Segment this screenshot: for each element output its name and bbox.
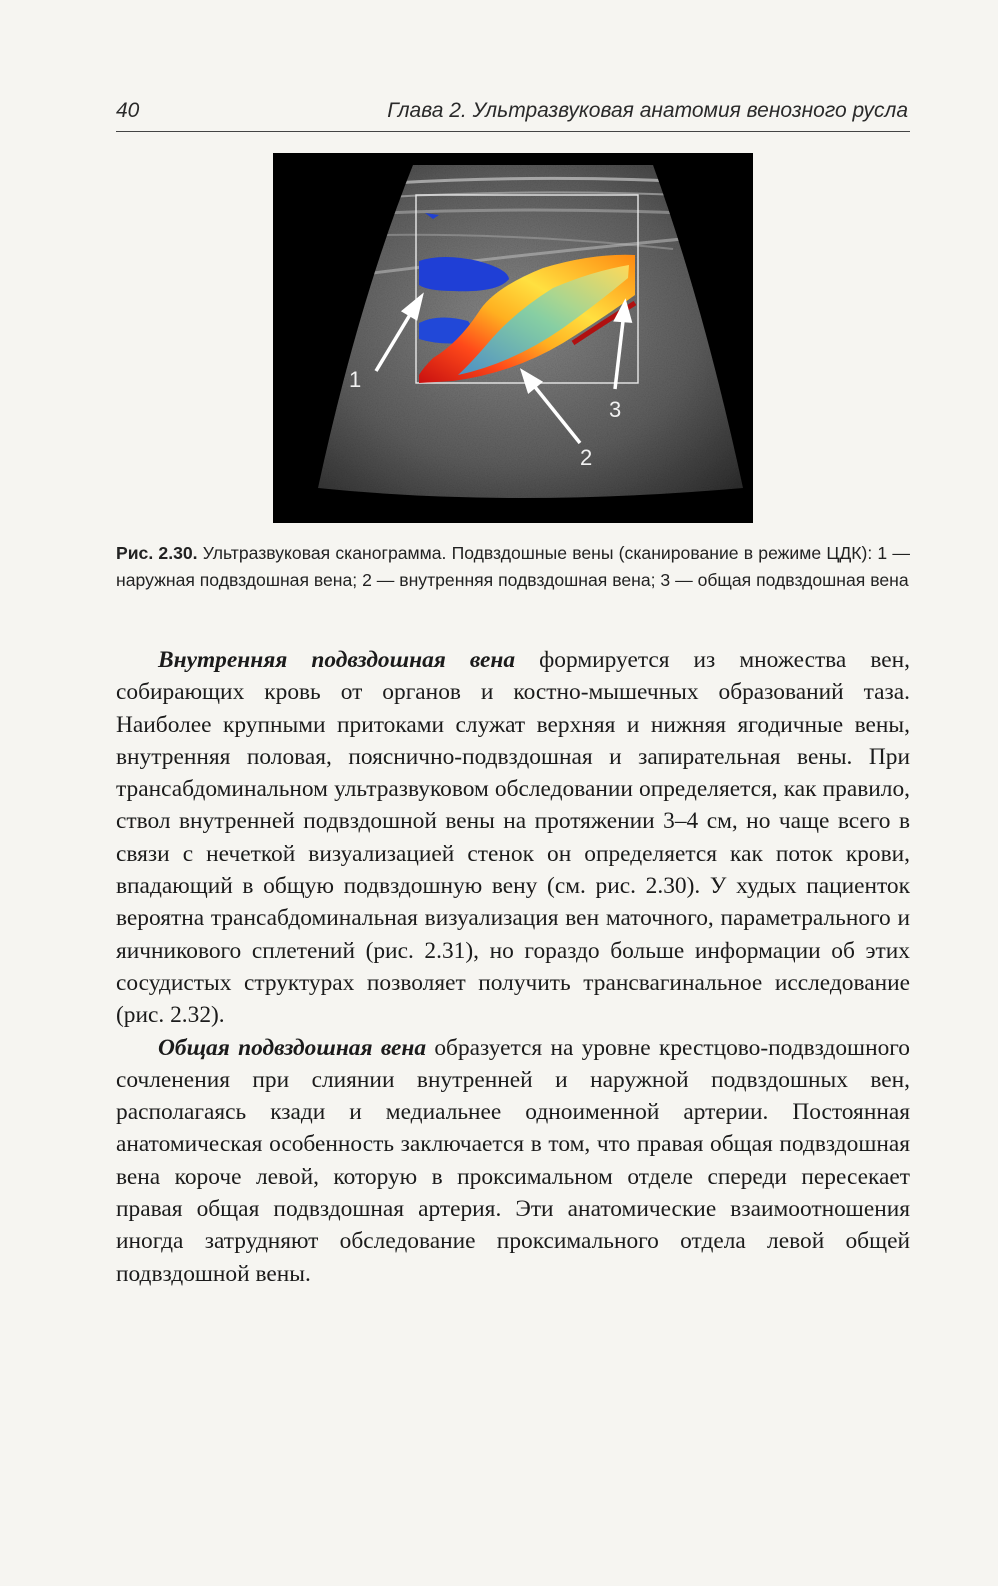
paragraph-term: Внутренняя подвздошная вена bbox=[158, 647, 516, 673]
paragraph-text: формируется из множества вен, собирающих кровь от органов и костно-мышечных образований таза. Наиболее крупными притоками служат верхняя и нижняя ягодичные вены, внутренняя половая, пояснично-подвздошная и запирательная вены. При трансабдоминальном ультразвуковом обследовании определяется, как правило, ствол внутренней подвздошной вены на протяжении 3–4 см, но чаще всего в связи с нечеткой визуализацией стенок он определяется как поток крови, впадающий в общую подвздошную вену (см. рис. 2.30). У худых пациенток вероятна трансабдоминальная визуализация вен маточного, параметрального и яичникового сплетений (рис. 2.31), но гораздо больше информации об этих сосудистых структурах позволяет получить трансвагинальное исследование (рис. 2.32). bbox=[116, 647, 910, 1029]
ultrasound-image bbox=[273, 153, 753, 523]
figure-caption bbox=[116, 540, 910, 594]
figure-label-1: 1 bbox=[349, 367, 362, 392]
body-text bbox=[116, 644, 910, 1290]
paragraph bbox=[116, 644, 910, 1032]
running-title: Глава 2. Ультразвуковая анатомия венозного русла bbox=[387, 99, 908, 122]
paragraph-term: Общая подвздошная вена bbox=[158, 1034, 427, 1061]
running-header bbox=[116, 95, 910, 132]
figure-label-2: 2 bbox=[580, 445, 593, 470]
paragraph-text: образуется на уровне крестцово-подвздошного сочленения при слиянии внутренней и наружной подвздошных вен, располагаясь кзади и медиальнее одноименной артерии. Постоянная анатомическая особенность заключается в том, что правая общая подвздошная вена короче левой, которую в проксимальном отделе спереди пересекает правая общая подвздошная артерия. Эти анатомические взаимоотношения иногда затрудняют обследование проксимального отдела левой общей подвздошной вены. bbox=[116, 1034, 910, 1287]
paragraph bbox=[116, 1032, 910, 1290]
figure-caption-label: Рис. 2.30. bbox=[116, 543, 198, 563]
figure-caption-text: Ультразвуковая сканограмма. Подвздошные вены (сканирование в режиме ЦДК): 1 — наружная подвздошная вена; 2 — внутренняя подвздошная вена; 3 — общая подвздошная вена bbox=[116, 543, 910, 590]
figure-label-3: 3 bbox=[609, 397, 622, 422]
page-number: 40 bbox=[116, 99, 140, 122]
ultrasound-scan bbox=[273, 153, 753, 523]
